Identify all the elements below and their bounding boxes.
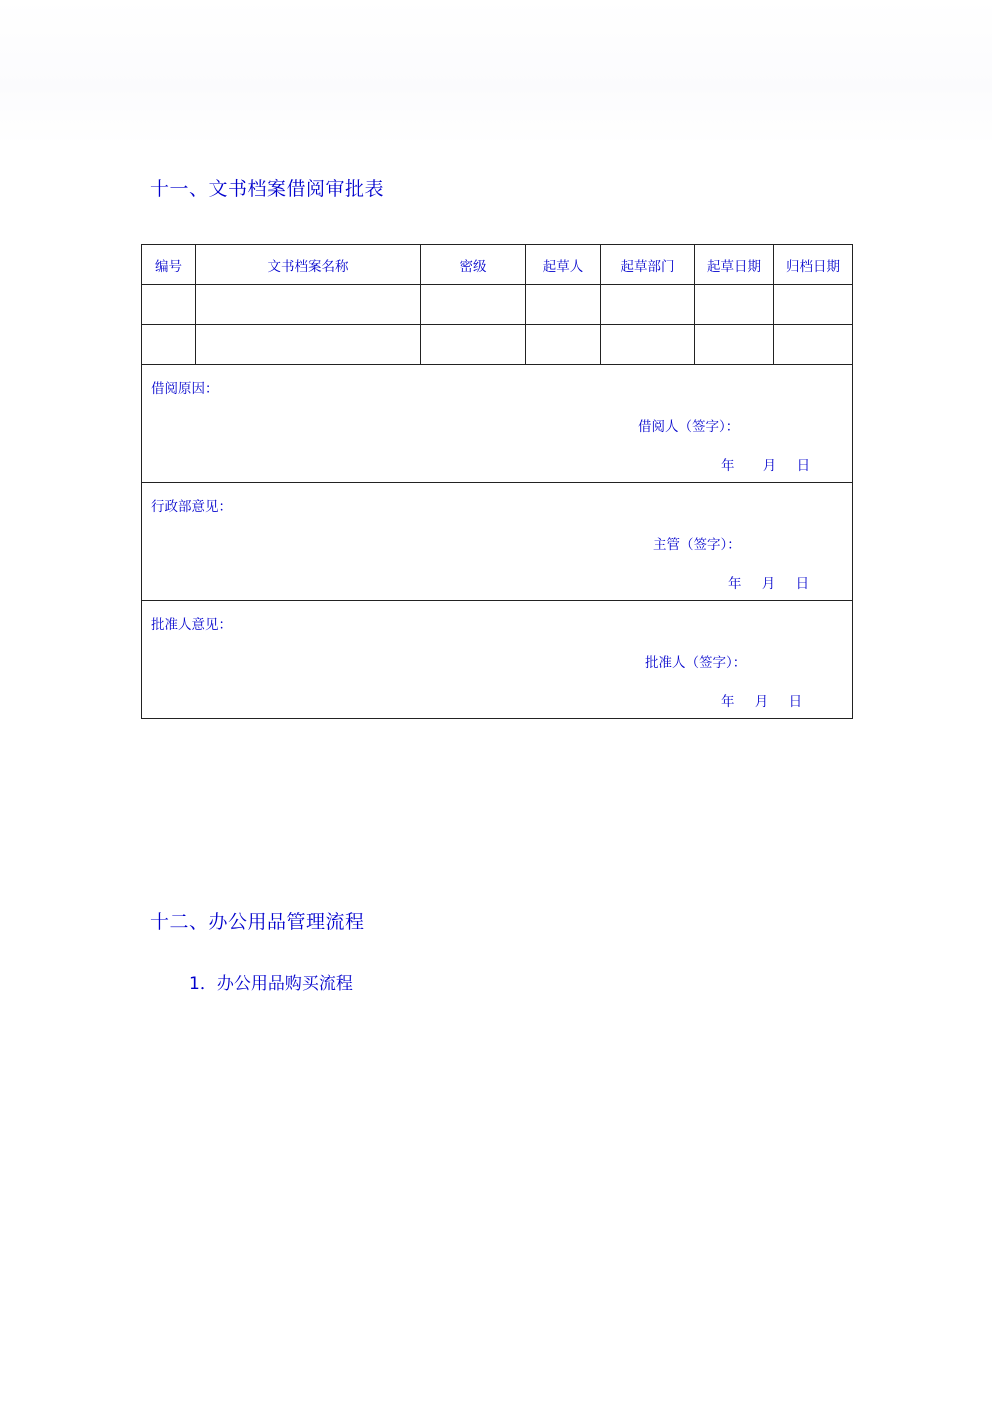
table-cell[interactable] bbox=[526, 285, 601, 325]
table-row bbox=[142, 285, 853, 325]
header-cell-filing-date: 归档日期 bbox=[774, 245, 853, 285]
header-cell-drafting-dept: 起草部门 bbox=[601, 245, 695, 285]
table-cell[interactable] bbox=[421, 325, 526, 365]
borrower-signature-label: 借阅人（签字）： bbox=[638, 419, 740, 435]
table-cell[interactable] bbox=[774, 285, 853, 325]
header-cell-number: 编号 bbox=[142, 245, 196, 285]
date-year: 年 bbox=[721, 458, 735, 474]
table-row bbox=[142, 325, 853, 365]
date-month: 月 bbox=[761, 576, 776, 592]
table-cell[interactable] bbox=[695, 325, 774, 365]
header-cell-drafting-date: 起草日期 bbox=[695, 245, 774, 285]
supervisor-date bbox=[728, 572, 809, 592]
approver-opinion-row bbox=[142, 601, 853, 719]
section-11-title: 十一、文书档案借阅审批表 bbox=[150, 178, 385, 200]
borrow-reason-block[interactable] bbox=[142, 365, 853, 483]
section-12-title: 十二、办公用品管理流程 bbox=[150, 911, 365, 933]
approver-signature-label: 批准人（签字）： bbox=[645, 655, 747, 671]
table-cell[interactable] bbox=[774, 325, 853, 365]
borrower-date bbox=[721, 454, 810, 474]
table-header-row bbox=[142, 245, 853, 285]
date-day: 日 bbox=[788, 694, 803, 710]
section-12-subtitle: 1．办公用品购买流程 bbox=[189, 974, 353, 994]
admin-opinion-row bbox=[142, 483, 853, 601]
table-cell[interactable] bbox=[526, 325, 601, 365]
date-day: 日 bbox=[796, 458, 811, 474]
supervisor-signature-label: 主管（签字）： bbox=[653, 537, 741, 553]
table-cell[interactable] bbox=[142, 325, 196, 365]
date-year: 年 bbox=[728, 576, 742, 592]
approver-opinion-label: 批准人意见： bbox=[151, 617, 232, 633]
table-cell[interactable] bbox=[142, 285, 196, 325]
approver-date bbox=[721, 690, 802, 710]
header-cell-archive-name: 文书档案名称 bbox=[196, 245, 421, 285]
admin-opinion-label: 行政部意见： bbox=[151, 499, 232, 515]
date-month: 月 bbox=[754, 694, 769, 710]
admin-opinion-block[interactable] bbox=[142, 483, 853, 601]
header-cell-drafter: 起草人 bbox=[526, 245, 601, 285]
page-header-shade bbox=[0, 0, 992, 145]
table-cell[interactable] bbox=[196, 285, 421, 325]
borrow-reason-row bbox=[142, 365, 853, 483]
table-cell[interactable] bbox=[196, 325, 421, 365]
header-cell-classification: 密级 bbox=[421, 245, 526, 285]
table-cell[interactable] bbox=[601, 285, 695, 325]
date-day: 日 bbox=[795, 576, 810, 592]
approver-opinion-block[interactable] bbox=[142, 601, 853, 719]
table-cell[interactable] bbox=[695, 285, 774, 325]
table-cell[interactable] bbox=[421, 285, 526, 325]
date-year: 年 bbox=[721, 694, 735, 710]
date-month: 月 bbox=[762, 458, 777, 474]
archive-borrow-approval-table bbox=[141, 244, 853, 719]
borrow-reason-label: 借阅原因： bbox=[151, 381, 219, 397]
table-cell[interactable] bbox=[601, 325, 695, 365]
